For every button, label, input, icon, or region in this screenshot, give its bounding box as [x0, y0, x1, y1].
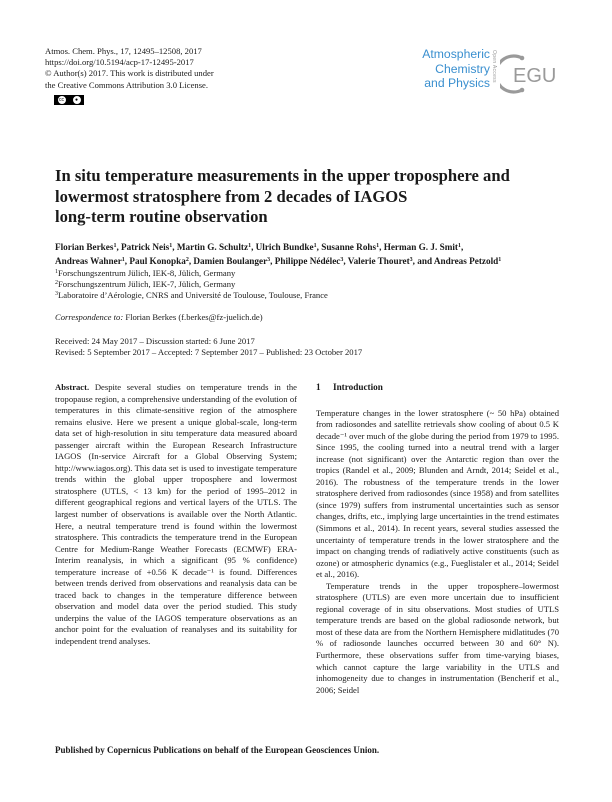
publisher-footer: Published by Copernicus Publications on behalf of the European Geosciences Union.: [55, 745, 380, 755]
journal-name-line: Atmospheric: [422, 47, 490, 61]
author: Paul Konopka$^2$: [129, 255, 189, 266]
paper-title: [55, 166, 555, 228]
section-heading: [316, 382, 559, 394]
author: Valerie Thouret$^3$: [347, 255, 413, 266]
author-list: Florian Berkes$^1$, Patrick Neis$^1$, Martin G. Schultz$^1$, Ulrich Bundke$^1$, Susanne Rohs$^1$, Herman G. J. Smit$^1$, Andreas Wahner$^1$, Paul Konopka$^2$, Damien Boulanger$^3$, Philippe Nédélec$^3$, Valerie Thouret$^3$, and Andreas Petzold$^1$: [55, 242, 502, 266]
cc-by-license-badge[interactable]: [54, 95, 84, 105]
author: Herman G. J. Smit$^1$: [383, 242, 461, 252]
title-line: In situ temperature measurements in the upper troposphere and: [55, 166, 510, 185]
section-title: Introduction: [333, 382, 383, 392]
section-number: 1: [316, 382, 321, 392]
citation: Atmos. Chem. Phys., 17, 12495–12508, 2017: [45, 46, 202, 56]
abstract-label: Abstract.: [55, 382, 90, 392]
author: Philippe Nédélec$^3$: [274, 255, 344, 266]
affiliation: $^2$Forschungszentrum Jülich, IEK-7, Jülich, Germany: [55, 279, 236, 289]
doi-link[interactable]: https://doi.org/10.5194/acp-17-12495-2017: [45, 57, 194, 68]
journal-name: [406, 47, 490, 91]
open-access-label: Open Access: [491, 50, 497, 83]
dates-line: Received: 24 May 2017 – Discussion started: 6 June 2017: [55, 336, 255, 346]
license-text: the Creative Commons Attribution 3.0 License.: [45, 79, 209, 90]
author: Damien Boulanger$^3$: [193, 255, 271, 266]
egu-logo-text: EGU: [513, 65, 557, 87]
correspondence-label: Correspondence to:: [55, 312, 124, 322]
affiliations: [55, 268, 328, 301]
author: Ulrich Bundke$^1$: [255, 242, 317, 252]
author: Florian Berkes$^1$: [55, 242, 117, 252]
paragraph: Temperature trends in the upper troposphere–lowermost stratosphere (UTLS) are even more uncertain due to insufficient regional coverage of in situ observations. Most studies of UTLS temperature trends are based on the global radiosonde network, but most of these data are from the Northern Hemisphere midlatitudes (70 % of radiosonde launches occurred between 30 and 60° N). Furthermore, these observations suffer from time-varying biases, which cannot capture the large variability in the UTLS and inhomogeneity due to changes in instrumentation (Bencherif et al., 2006; Seidel: [316, 580, 559, 695]
author: and Andreas Petzold$^1$: [417, 255, 502, 266]
journal-name-line: Chemistry: [435, 61, 490, 76]
affiliation: $^1$Forschungszentrum Jülich, IEK-8, Jülich, Germany: [55, 268, 236, 278]
dates-line: Revised: 5 September 2017 – Accepted: 7 September 2017 – Published: 23 October 2017: [55, 347, 363, 358]
egu-logo-icon: [500, 50, 570, 96]
abstract: [55, 382, 297, 648]
abstract-text: Despite several studies on temperature trends in the tropopause region, a comprehensive understanding of the evolution of temperatures in this climate-sensitive region of the atmosphere remains elusive. Here we present a unique global-scale, long-term data set of high-resolution in situ temperature data measured aboard passenger aircraft within the European Research Infrastructure IAGOS (In-service Aircraft for a Global Observing System; http://www.iagos.org). This data set is used to investigate temperature trends within the global upper troposphere and lowermost stratosphere (UTLS, < 13 km) for the period of 1995–2012 in different geographical regions and vertical layers of the UTLS. The largest number of observations is available over the North Atlantic. Here, a neutral temperature trend is found within the lowermost stratosphere. This contradicts the temperature trend in the European Centre for Medium-Range Weather Forecasts (ECMWF) ERA-Interim reanalysis, in which a significant (95 % confidence) temperature increase of +0.56 K decade⁻¹ is found. Differences between trends derived from observations and reanalysis data can be traced back to changes in the temperature difference between observation and model data over the period studied. This study underpins the value of the IAGOS temperature observations as an anchor point for the evaluation of reanalyses and its suitability for independent trend analyses.: [55, 382, 297, 647]
author: Andreas Wahner$^1$: [55, 255, 125, 266]
citation-header: [45, 46, 214, 91]
introduction-section: [316, 382, 559, 696]
author: Patrick Neis$^1$: [121, 242, 173, 252]
title-line: long-term routine observation: [55, 207, 268, 226]
correspondence-contact[interactable]: Florian Berkes (f.berkes@fz-juelich.de): [125, 312, 263, 322]
cc-icon: cc: [57, 95, 67, 105]
correspondence: [55, 312, 263, 322]
journal-name-line: and Physics: [424, 76, 490, 90]
copyright-notice: © Author(s) 2017. This work is distributed under: [45, 68, 214, 79]
title-line: lowermost stratosphere from 2 decades of IAGOS: [55, 186, 408, 206]
author: Susanne Rohs$^1$: [321, 242, 380, 252]
author: Martin G. Schultz$^1$: [176, 242, 252, 252]
paragraph: Temperature changes in the lower stratosphere (~ 50 hPa) obtained from radiosondes and satellite retrievals show cooling of about 0.5 K decade⁻¹ over much of the globe during the period from 1979 to 1995. Since 1995, the cooling turned into a neutral trend with a larger increase (not significant) over the Antarctic region than over the tropics (Randel et al., 2009; Blunden and Arndt, 2014; Seidel et al., 2016). The robustness of the temperature trends in the lower stratosphere derived from radiosondes (since 1958) and from satellites (since 1979) suffers from instrumental uncertainties such as sensor changes, drifts, etc., implying large uncertainties in the trend estimates (Simmons et al., 2014). In recent years, several studies assessed the uncertainty of temperature trends in the lower stratosphere and the impact on changing trends of radiatively active constituents (such as ozone) or atmospheric dynamics (e.g., Fueglistaler et al., 2014; Seidel et al., 2016).: [316, 407, 559, 580]
publication-dates: [55, 336, 362, 358]
affiliation: $^3$Laboratoire d’Aérologie, CNRS and Université de Toulouse, Toulouse, France: [55, 290, 328, 300]
by-person-icon: ●: [72, 95, 82, 105]
